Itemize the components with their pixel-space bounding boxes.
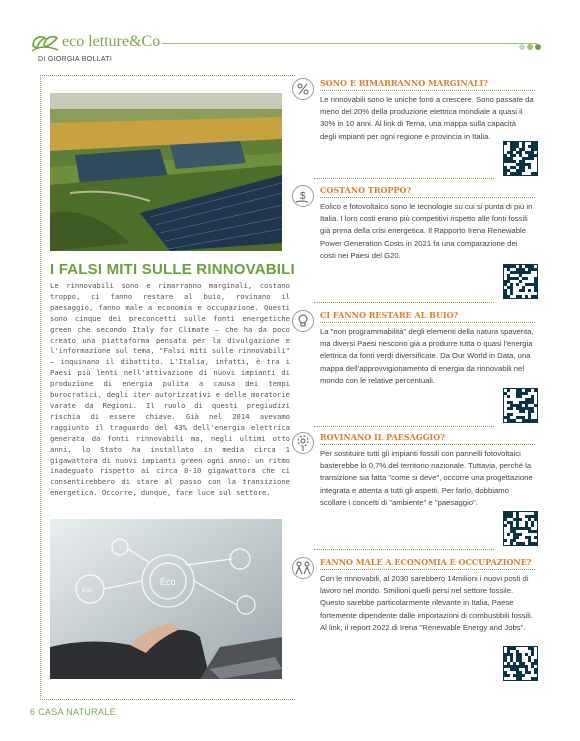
section-text: Con le rinnovabili, al 2030 sarebbero 14milioni i nuovi posti di lavoro nel mondo. Smilioni quelli persi nel settore fossile. Questo sarebbe particolarmente rilevante in Italia, Paese fortemente dipendente dalle importazioni di combustibili fossili. Al link, il report 2022 di Irena "Renewable Energy and Jobs". [320,574,533,632]
qr-code[interactable] [503,264,538,299]
page-number: 6 [30,707,36,717]
section-separator [314,426,494,427]
section-rule [320,90,535,91]
section-title: CI FANNO RESTARE AL BUIO? [320,310,459,320]
svg-text:Eco: Eco [160,577,176,587]
header-rule [162,43,537,44]
magazine-section-brand: eco letture&Co [62,33,161,50]
section-title: SONO E RIMARRANNO MARGINALI? [320,78,488,88]
section-text: La "non programmabilità" degli elementi della natura spaventa, ma diversi Paesi riescono già a produrre tutta o quasi l'energia elettrica da fonti verdi diversificate. Da Our World in Data, una mappa dell'approvvigionamento di energia da rinnovabili nel mondo con le relative percentuali. [320,327,534,385]
qr-code[interactable] [503,141,538,176]
section-separator [314,178,494,179]
solar-farm-photo [50,93,282,251]
section-rule [320,197,535,198]
page-header [30,30,550,58]
money-hand-icon [292,185,314,207]
header-dots [517,37,541,55]
hand-touching-eco-interface-photo [50,519,282,679]
svg-text:Eco: Eco [82,588,93,594]
section-separator [314,302,494,303]
header-dot [527,44,533,50]
page-footer [30,707,116,717]
article-body: Le rinnovabili sono e rimarranno marginali, costano troppo, ci fanno restare al buio, rovinano il paesaggio, fanno male a economia e occupazione. Questi sono cinque dei preconcetti sulle fonti energetiche green che secondo Italy for Climate – che ha da poco creato una piattaforma pensata per la divulgazione e l'informazione sul tema, "Falsi miti sulle rinnovabili" – inquinano il dibattito. L'Italia, infatti, è tra i Paesi più lenti nell'attivazione di nuovi impianti di produzione di energia pulita a causa dei tempi burocratici, degli iter autorizzativi e delle moratorie varate da Regioni. Il ruolo di questi pregiudizi rischia di essere chiave. Già nel 2014 avevamo raggiunto il traguardo del 43% dell'energia elettrica generata da fonti rinnovabili ma, negli ultimi otto anni, lo Stato ha installato in media circa 1 gigawattora di nuovi impianti green ogni anno: un ritmo inadeguato rispetto ai circa 8-10 gigawattora che ci consentirebbero di stare al passo con la transizione energetica. Occorre, dunque, fare luce sul settore. [50,281,290,498]
qr-code[interactable] [503,646,538,681]
section-title: COSTANO TROPPO? [320,185,412,195]
percent-icon [292,78,314,100]
qr-code[interactable] [503,388,538,423]
section-text: Eolico e fotovoltaico sono le tecnologie su cui si punta di più in Italia. I loro costi erano più competitivi rispetto alle fonti fossili già prima della crisi energetica. Il Rapporto Irena Renewable Power Generation Costs in 2021 fa una comparazione dei costi nei Paesi del G20. [320,202,533,260]
qr-code[interactable] [503,511,538,546]
lightbulb-icon [292,310,314,332]
people-icon [292,557,314,579]
svg-text:$: $ [300,191,306,202]
eco-logo-icon [30,32,60,54]
section-separator [314,549,494,550]
header-dot [519,44,525,50]
flower-icon [292,432,314,454]
section-rule [320,444,535,445]
byline: DI GIORGIA BOLLATI [38,56,113,63]
article-title: I FALSI MITI SULLE RINNOVABILI [50,261,295,278]
section-title: ROVINANO IL PAESAGGIO? [320,432,445,442]
section-title: FANNO MALE A ECONOMIA E OCCUPAZIONE? [320,557,532,567]
magazine-name: CASA NATURALE [38,707,116,717]
section-text: Per sostituire tutti gli impianti fossili con pannelli fotovoltaici basterebbe lo 0,7% del territorio nazionale. Tuttavia, perché la transizione sia fatta "come si deve", occorre una progettazione integrata e attenta a tutti gli aspetti. Per farlo, dobbiamo scollare i concetti di "ambiente" e "paesaggio". [320,449,533,507]
section-text: Le rinnovabili sono le uniche fonti a crescere. Sono passate da meno del 20% della produzione elettrica mondiale a quasi il 30% in 10 anni. Al link di Terna, una mappa sulla capacità degli impianti per ogni regione e provincia in Italia. [320,95,534,141]
section-rule [320,322,535,323]
header-dot [535,44,541,50]
section-rule [320,569,535,570]
